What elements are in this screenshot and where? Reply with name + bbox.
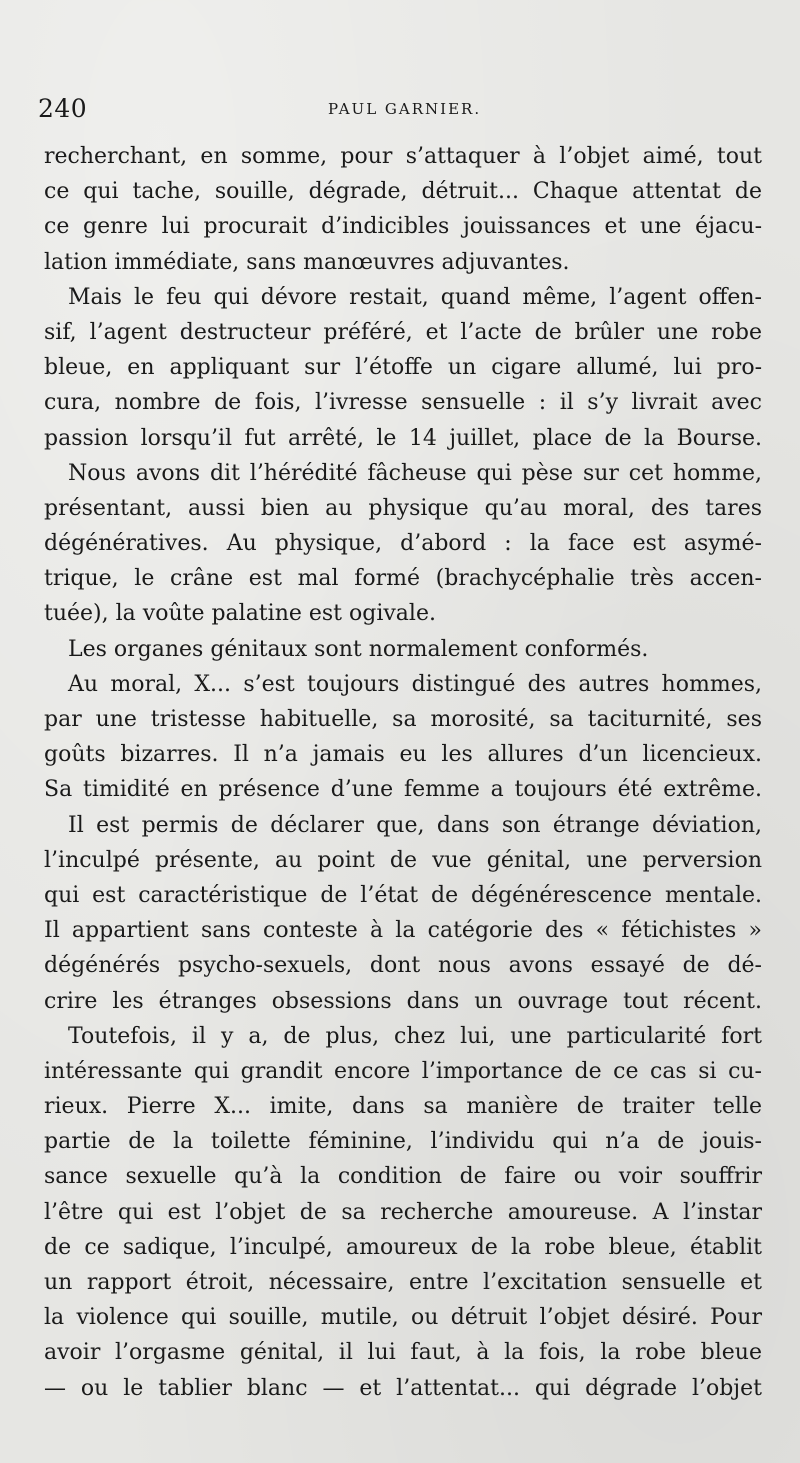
running-head [36,94,760,130]
text-line: cura, nombre de fois, l’ivresse sensuelle : il s’y livrait avec [44,390,762,416]
body-text [44,139,762,1406]
text-line: tuée), la voûte palatine est ogivale. [44,601,436,627]
text-line: recherchant, en somme, pour s’attaquer à l’objet aimé, tout [44,144,762,169]
text-line: Toutefois, il y a, de plus, chez lui, une particularité fort [68,1023,762,1049]
text-line: trique, le crâne est mal formé (brachycéphalie très accen- [44,566,762,592]
text-line: présentant, aussi bien au physique qu’au moral, des tares [44,495,762,521]
text-line: Les organes génitaux sont normalement conformés. [68,636,649,662]
text-line: un rapport étroit, nécessaire, entre l’excitation sensuelle et [44,1270,762,1295]
text-line: sif, l’agent destructeur préféré, et l’acte de brûler une robe [44,319,762,345]
text-line: Il appartient sans conteste à la catégorie des « fétichistes » [44,918,762,944]
text-line: sance sexuelle qu’à la condition de faire ou voir souffrir [44,1164,762,1190]
text-line: la violence qui souille, mutile, ou détruit l’objet désiré. Pour [44,1305,762,1331]
text-line: Il est permis de déclarer que, dans son étrange déviation, [68,812,762,838]
text-line: crire les étranges obsessions dans un ouvrage tout récent. [44,988,762,1014]
page-number: 240 [38,94,88,123]
text-line: Nous avons dit l’hérédité fâcheuse qui pèse sur cet homme, [68,460,762,486]
text-line: intéressante qui grandit encore l’importance de ce cas si cu- [44,1058,762,1084]
text-line: avoir l’orgasme génital, il lui faut, à la fois, la robe bleue [44,1340,762,1366]
text-line: Au moral, X... s’est toujours distingué des autres hommes, [68,671,762,697]
text-line: par une tristesse habituelle, sa morosité, sa taciturnité, ses [44,707,762,732]
text-line: lation immédiate, sans manœuvres adjuvantes. [44,249,570,275]
text-line: — ou le tablier blanc — et l’attentat... qui dégrade l’objet [44,1375,762,1401]
text-line: passion lorsqu’il fut arrêté, le 14 juillet, place de la Bourse. [44,425,762,451]
text-line: partie de la toilette féminine, l’individu qui n’a de jouis- [44,1129,762,1155]
text-line: qui est caractéristique de l’état de dégénérescence mentale. [44,882,762,908]
text-line: Sa timidité en présence d’une femme a toujours été extrême. [44,777,762,803]
text-line: goûts bizarres. Il n’a jamais eu les allures d’un licencieux. [44,742,762,768]
text-line: Mais le feu qui dévore restait, quand même, l’agent offen- [68,284,762,310]
text-line: de ce sadique, l’inculpé, amoureux de la robe bleue, établit [44,1234,762,1260]
text-line: ce genre lui procurait d’indicibles jouissances et une éjacu- [44,214,762,240]
text-line: dégénératives. Au physique, d’abord : la face est asymé- [44,531,762,557]
text-line: bleue, en appliquant sur l’étoffe un cigare allumé, lui pro- [44,355,762,381]
text-line: rieux. Pierre X... imite, dans sa manière de traiter telle [44,1094,762,1120]
text-line: l’inculpé présente, au point de vue génital, une perversion [44,847,762,873]
running-head-author: PAUL GARNIER. [328,100,482,118]
text-line: dégénérés psycho-sexuels, dont nous avons essayé de dé- [44,953,762,979]
text-line: l’être qui est l’objet de sa recherche amoureuse. A l’instar [44,1199,762,1225]
text-line: ce qui tache, souille, dégrade, détruit... Chaque attentat de [44,179,762,205]
